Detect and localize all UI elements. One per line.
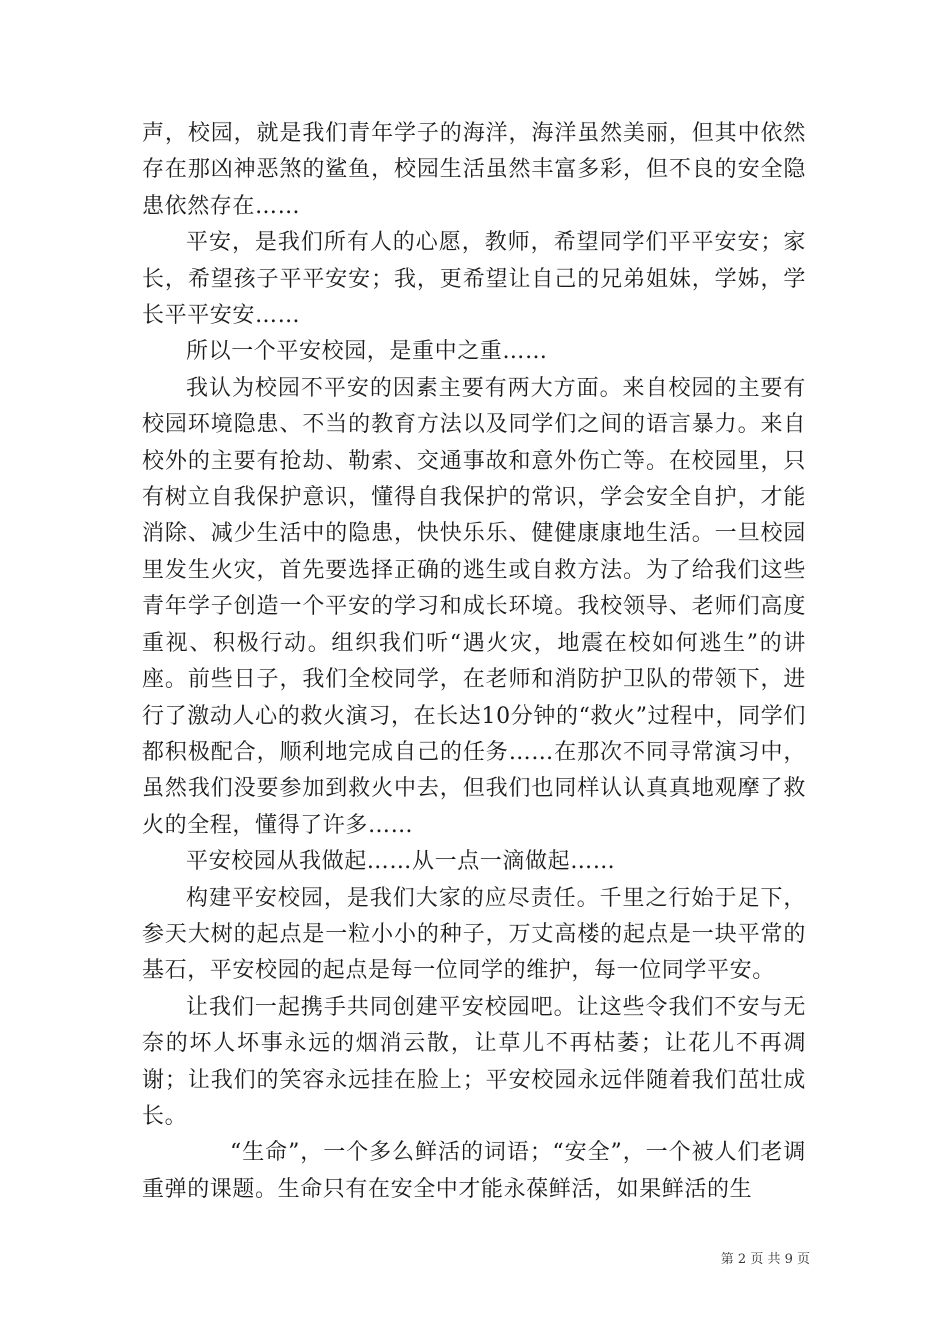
- page-number-footer: 第 2 页 共 9 页: [720, 1252, 810, 1267]
- paragraph-life-safety: “生命”，一个多么鲜活的词语；“安全”，一个被人们老调重弹的课题。生命只有在安全中才能永葆鲜活，如果鲜活的生: [142, 1140, 806, 1202]
- paragraph-continuation: 声，校园，就是我们青年学子的海洋，海洋虽然美丽，但其中依然存在那凶神恶煞的鲨鱼，校园生活虽然丰富多彩，但不良的安全隐患依然存在……: [142, 121, 806, 219]
- paragraph-responsibility: 构建平安校园，是我们大家的应尽责任。千里之行始于足下，参天大树的起点是一粒小小的种子，万丈高楼的起点是一块平常的基石，平安校园的起点是每一位同学的维护，每一位同学平安。: [142, 885, 806, 984]
- paragraph-factors: 我认为校园不平安的因素主要有两大方面。来自校园的主要有校园环境隐患、不当的教育方法以及同学们之间的语言暴力。来自校外的主要有抢劫、勒索、交通事故和意外伤亡等。在校园里，只有树立自我保护意识，懂得自我保护的常识，学会安全自护，才能消除、减少生活中的隐患，快快乐乐、健健康康地生活。一旦校园里发生火灾，首先要选择正确的逃生或自救方法。为了给我们这些青年学子创造一个平安的学习和成长环境。我校领导、老师们高度重视、积极行动。组织我们听“遇火灾，地震在校如何逃生”的讲座。前些日子，我们全校同学，在老师和消防护卫队的带领下，进行了激动人心的救火演习，在长达10分钟的“救火”过程中，同学们都积极配合，顺利地完成自己的任务……在那次不同寻常演习中，虽然我们没要参加到救火中去，但我们也同样认认真真地观摩了救火的全程，懂得了许多……: [142, 375, 806, 838]
- paragraph-start-from-me: 平安校园从我做起……从一点一滴做起……: [186, 849, 616, 875]
- paragraph-priority: 所以一个平安校园，是重中之重……: [186, 339, 548, 365]
- paragraph-call-to-action: 让我们一起携手共同创建平安校园吧。让这些令我们不安与无奈的坏人坏事永远的烟消云散，让草儿不再枯萎；让花儿不再凋谢；让我们的笑容永远挂在脸上；平安校园永远伴随着我们茁壮成长。: [142, 994, 806, 1129]
- paragraph-safety-wish: 平安，是我们所有人的心愿，教师，希望同学们平平安安；家长，希望孩子平平安安；我，更希望让自己的兄弟姐妹，学姊，学长平平安安……: [142, 230, 806, 329]
- document-body: [142, 116, 806, 1208]
